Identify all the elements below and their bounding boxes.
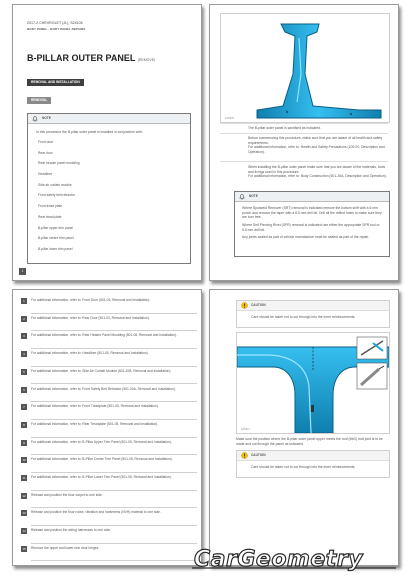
list-item: B-pillar upper trim panel (38, 225, 73, 230)
list-item: B-pillar centre trim panel (38, 236, 74, 241)
step-number-badge: 1 (21, 298, 27, 304)
step-text: Release and position the wiring harnesses to one side. (31, 528, 111, 533)
step-number-badge: 4 (21, 351, 27, 357)
step-number-badge: 6 (21, 387, 27, 393)
step-text: For additional information, refer to: B-Pillar Lower Trim Panel (501-05, Removal and Installation). (31, 475, 172, 479)
list-item: Front safety belt retractor (38, 193, 75, 198)
step-number-badge: 11 (22, 476, 26, 480)
note-bullet: Any joints sealed as part of vehicle manufacture must be sealed as part of the repair. (242, 235, 370, 239)
list-item: Headliner (38, 172, 53, 177)
step-text: For additional information, refer to: B-Pillar Upper Trim Panel (501-05, Removal and Installation). (31, 439, 172, 444)
figure-code: E25837 (241, 428, 250, 431)
step-text: For additional information, refer to: Rear Door (501-03, Removal and Installation). (31, 315, 150, 320)
step-number-badge: 1 (19, 268, 26, 275)
step-text: Release and position the floor noise, vibration and harshness (NVH) material to one side. (31, 510, 161, 515)
cargeometry-watermark-logo (190, 546, 400, 574)
caution-box (236, 300, 390, 328)
note-label: NOTE (249, 194, 258, 198)
bell-icon (239, 194, 245, 200)
step-text: For additional information, refer to: Headliner (501-05, Removal and Installation). (31, 351, 149, 356)
document-page-4 (209, 289, 399, 566)
reference-paragraph: For additional information, refer to: Health and Safety Precautions (100-00, Description and Operation). (248, 145, 385, 154)
step-number-badge: 9 (21, 440, 27, 446)
caution-icon (241, 452, 248, 459)
step-text: For additional information, refer to: Front Safety Belt Retractor (501-20A, Removal and Installation). (31, 386, 176, 391)
note-bullet: Where Spotweld Remover (SRT) removal is indicated remove the bottom shift with a 6 mm punch and remove the taper with a 8.5 mm drill bit. Drill all the drilled holes to make sure they are burr free. (242, 206, 382, 220)
list-item: B-pillar lower trim panel (38, 246, 73, 251)
roof-joint-illustration (237, 333, 389, 433)
page-subheader: BODY PANEL - BODY PANEL REPAIRS (27, 27, 86, 31)
step-number-badge: 3 (21, 333, 27, 339)
step-number-badge: 13 (22, 511, 26, 516)
note-box (27, 113, 191, 264)
figure-caption: The B-pillar outer panel is sanitised as indicated. (248, 126, 321, 130)
step-text: For additional information, refer to: Rear Header Panel Moulding (501-08, Removal and Installation). (31, 333, 178, 338)
step-text: For additional information, refer to: Front Treadplate (501-05, Removal and Installation). (31, 404, 159, 409)
step-text: For additional information, refer to: B-Pillar Center Trim Panel (501-05, Removal and Installation). (31, 457, 173, 462)
list-item: Rear header panel moulding (38, 161, 80, 166)
subsection-bar: REMOVAL (27, 97, 51, 104)
instruction-paragraph: When installing the B-pillar outer panel make sure that you are aware of the materials, tools and fixings used in this procedure. (248, 165, 386, 174)
step-number-badge: 10 (22, 458, 26, 463)
figure-code: E25836 (225, 117, 234, 120)
bell-icon (32, 116, 38, 122)
step-number-badge: 5 (21, 369, 27, 375)
list-item: Front tread plate (38, 204, 63, 209)
list-item: Rear tread plate (38, 214, 62, 219)
caution-icon (241, 302, 248, 309)
step-number-badge: 15 (22, 546, 26, 551)
caution-label: CAUTION (251, 453, 266, 457)
step-number-badge: 7 (21, 404, 27, 410)
component-list (38, 140, 80, 258)
step-text: For additional information, refer to: Side Air Curtain Module (501-20B, Removal and Installation). (31, 368, 172, 373)
figure-caption: Make sure the position where the B-pillar outer panel upper meets the roof (MIG) butt joint is to be made and cut through the panel as indicated. (236, 437, 383, 446)
illustration-frame (236, 332, 390, 434)
document-page-1 (12, 4, 202, 281)
note-box (234, 191, 390, 257)
document-page-3 (12, 289, 202, 566)
note-intro: In this procedure the B-pillar outer panel is installed in conjunction with: (36, 130, 143, 134)
section-bar: REMOVAL AND INSTALLATION (27, 79, 84, 86)
illustration-frame (220, 13, 390, 123)
note-bullet: Where Self Piercing Rivet (SPR) removal is indicated use either the appropriate SPR tool or 5.5 mm drill bit. (242, 223, 380, 232)
b-pillar-illustration (221, 14, 389, 122)
step-number-badge: 14 (22, 529, 26, 534)
instruction-paragraph: Before commencing this procedure, make sure that you are aware of all health and safety requirements. (248, 136, 383, 145)
step-number-badge: 12 (22, 493, 26, 498)
note-label: NOTE (42, 116, 51, 120)
page-header: 2017-2 CHEVROLET (JL), S24105 (27, 21, 83, 25)
list-item: Side air curtain module (38, 182, 72, 187)
reference-paragraph: For additional information, refer to: Body Construction (501-25A, Description and Operation). (248, 174, 387, 178)
step-text: For additional information, refer to: Front Door (501-03, Removal and Installation). (31, 298, 151, 302)
page-title: B-PILLAR OUTER PANEL (REMOVE) (27, 53, 156, 63)
step-text: For additional information, refer to: Rear Treadplate (501-05, Removal and Installation). (31, 421, 159, 426)
step-text: Remove the upper and lower rear door hinges. (31, 545, 100, 550)
svg-text:CarGeometry: CarGeometry (194, 547, 363, 572)
caution-text: Care should be taken not to cut through into the inner reinforcements. (251, 315, 356, 319)
caution-label: CAUTION (251, 303, 266, 307)
caution-box (236, 450, 390, 478)
caution-text: Care should be taken not to cut through into the inner reinforcements. (251, 465, 356, 469)
document-page-2 (209, 4, 399, 281)
step-number-badge: 8 (21, 422, 27, 428)
step-number-badge: 2 (21, 316, 27, 322)
list-item: Rear door (38, 150, 53, 155)
step-text: Release and position the floor carpet to one side. (31, 492, 103, 497)
list-item: Front door (38, 140, 54, 144)
